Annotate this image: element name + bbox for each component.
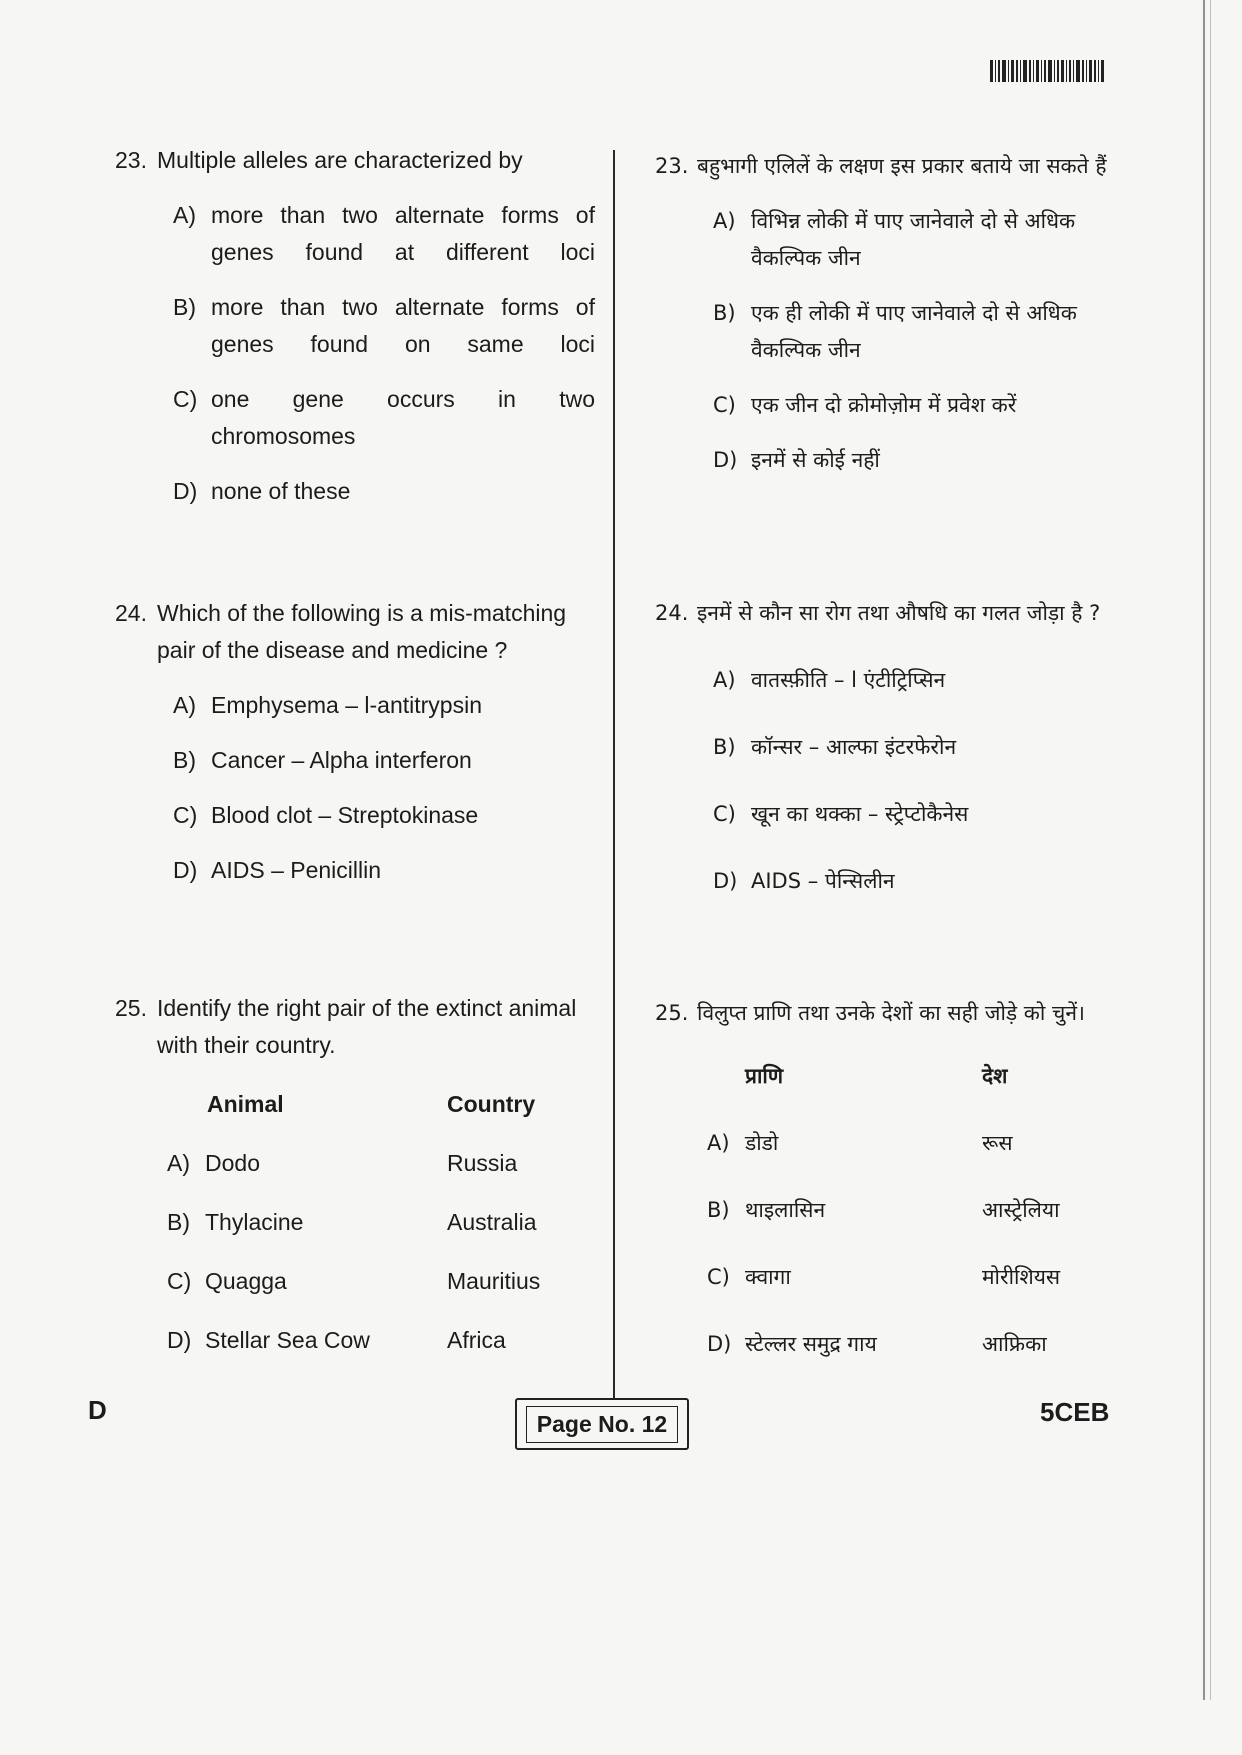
question-number: 23. [655, 154, 689, 178]
option-c [173, 797, 595, 834]
option-label: C) [713, 802, 736, 826]
option-text: वातस्फ़ीति – l एंटीट्रिप्सिन [751, 668, 946, 692]
option-text: one gene occurs in two chromosomes [211, 386, 595, 449]
option-text: कॉन्सर – आल्फा इंटरफेरोन [751, 735, 957, 759]
option-text: एक ही लोकी में पाए जानेवाले दो से अधिक वैकल्पिक जीन [751, 301, 1077, 362]
option-b [713, 729, 1135, 766]
option-b [173, 289, 595, 363]
option-b [713, 295, 1135, 369]
option-b [173, 742, 595, 779]
option-label: A) [713, 668, 736, 692]
column-header-country: Country [447, 1091, 536, 1117]
option-text: Cancer – Alpha interferon [211, 747, 472, 773]
option-label: A) [707, 1131, 730, 1155]
question-23-english [115, 142, 595, 510]
row-a-animal [707, 1125, 982, 1162]
barcode [990, 60, 1130, 82]
option-a [173, 687, 595, 724]
question-text: बहुभागी एलिलें के लक्षण इस प्रकार बताये जा सकते हैं [697, 154, 1107, 178]
option-label: B) [173, 294, 196, 320]
option-a [713, 662, 1135, 699]
row-a-country: Russia [447, 1150, 518, 1176]
row-b-country: Australia [447, 1209, 537, 1235]
option-d [713, 442, 1135, 479]
option-label: C) [173, 802, 198, 828]
animal-name: स्टेल्लर समुद्र गाय [745, 1332, 877, 1356]
row-b-country: आस्ट्रेलिया [982, 1198, 1060, 1222]
animal-name: Stellar Sea Cow [205, 1327, 370, 1353]
animal-name: डोडो [745, 1131, 779, 1155]
column-header-animal: प्राणि [745, 1064, 784, 1088]
option-label: D) [707, 1332, 732, 1356]
option-c [713, 796, 1135, 833]
option-label: B) [173, 747, 196, 773]
booklet-code: 5CEB [1040, 1397, 1110, 1427]
question-25-hindi [655, 995, 1135, 1363]
question-23-hindi [655, 148, 1135, 479]
question-text: इनमें से कौन सा रोग तथा औषधि का गलत जोड़ा है ? [697, 601, 1101, 625]
option-text: none of these [211, 478, 351, 504]
option-label: D) [713, 448, 738, 472]
set-letter: D [88, 1395, 107, 1425]
question-25-english [115, 990, 595, 1359]
option-d [173, 852, 595, 889]
option-d [713, 863, 1135, 900]
row-b-animal [707, 1192, 982, 1229]
option-text: Blood clot – Streptokinase [211, 802, 479, 828]
column-header-country: देश [982, 1064, 1008, 1088]
question-24-english [115, 595, 595, 889]
row-c-country: मोरीशियस [982, 1265, 1061, 1289]
question-24-hindi [655, 595, 1135, 900]
option-label: B) [713, 735, 736, 759]
option-label: D) [173, 857, 198, 883]
option-text: AIDS – पेन्सिलीन [751, 869, 895, 893]
row-a-animal [167, 1145, 447, 1182]
page-number: Page No. 12 [526, 1406, 678, 1443]
option-label: D) [173, 478, 198, 504]
row-b-animal [167, 1204, 447, 1241]
row-a-country: रूस [982, 1131, 1013, 1155]
question-number: 24. [655, 601, 689, 625]
option-label: A) [173, 692, 196, 718]
row-c-country: Mauritius [447, 1268, 541, 1294]
animal-name: Quagga [205, 1268, 287, 1294]
option-label: B) [713, 301, 736, 325]
option-c [173, 381, 595, 455]
option-text: एक जीन दो क्रोमोज़ोम में प्रवेश करें [751, 393, 1017, 417]
question-number: 23. [115, 147, 147, 173]
option-d [173, 473, 595, 510]
animal-country-table [167, 1086, 595, 1359]
option-a [173, 197, 595, 271]
animal-country-table [707, 1058, 1135, 1363]
question-number: 24. [115, 600, 147, 626]
option-label: A) [173, 202, 196, 228]
option-text: more than two alternate forms of genes found at different loci [211, 202, 595, 265]
row-d-animal [167, 1322, 447, 1359]
page-number-box [515, 1398, 689, 1450]
option-text: Emphysema – l-antitrypsin [211, 692, 482, 718]
row-d-animal [707, 1326, 982, 1363]
animal-name: Thylacine [205, 1209, 304, 1235]
option-text: more than two alternate forms of genes found on same loci [211, 294, 595, 357]
option-text: खून का थक्का – स्ट्रेप्टोकैनेस [751, 802, 969, 826]
row-d-country: आफ्रिका [982, 1332, 1047, 1356]
question-text: विलुप्त प्राणि तथा उनके देशों का सही जोड़े को चुनें। [697, 1001, 1085, 1025]
question-text: Multiple alleles are characterized by [157, 147, 523, 173]
option-a [713, 203, 1135, 277]
row-d-country: Africa [447, 1327, 506, 1353]
option-label: C) [713, 393, 736, 417]
page-edge-line [1203, 0, 1205, 1700]
option-label: D) [713, 869, 738, 893]
question-number: 25. [115, 995, 147, 1021]
page-edge-line [1210, 0, 1211, 1700]
option-c [713, 387, 1135, 424]
option-label: A) [713, 209, 736, 233]
animal-name: थाइलासिन [745, 1198, 826, 1222]
animal-name: क्वागा [745, 1265, 791, 1289]
row-c-animal [167, 1263, 447, 1300]
question-number: 25. [655, 1001, 689, 1025]
option-text: इनमें से कोई नहीं [751, 448, 880, 472]
row-c-animal [707, 1259, 982, 1296]
option-label: B) [707, 1198, 730, 1222]
animal-name: Dodo [205, 1150, 260, 1176]
option-label: A) [167, 1150, 190, 1176]
option-text: AIDS – Penicillin [211, 857, 382, 883]
column-header-animal: Animal [207, 1091, 284, 1117]
question-text: Which of the following is a mis-matching pair of the disease and medicine ? [157, 600, 567, 663]
question-text: Identify the right pair of the extinct animal with their country. [157, 995, 577, 1058]
option-label: D) [167, 1327, 192, 1353]
option-label: B) [167, 1209, 190, 1235]
option-text: विभिन्न लोकी में पाए जानेवाले दो से अधिक वैकल्पिक जीन [751, 209, 1076, 270]
option-label: C) [173, 386, 198, 412]
option-label: C) [167, 1268, 192, 1294]
option-label: C) [707, 1265, 730, 1289]
